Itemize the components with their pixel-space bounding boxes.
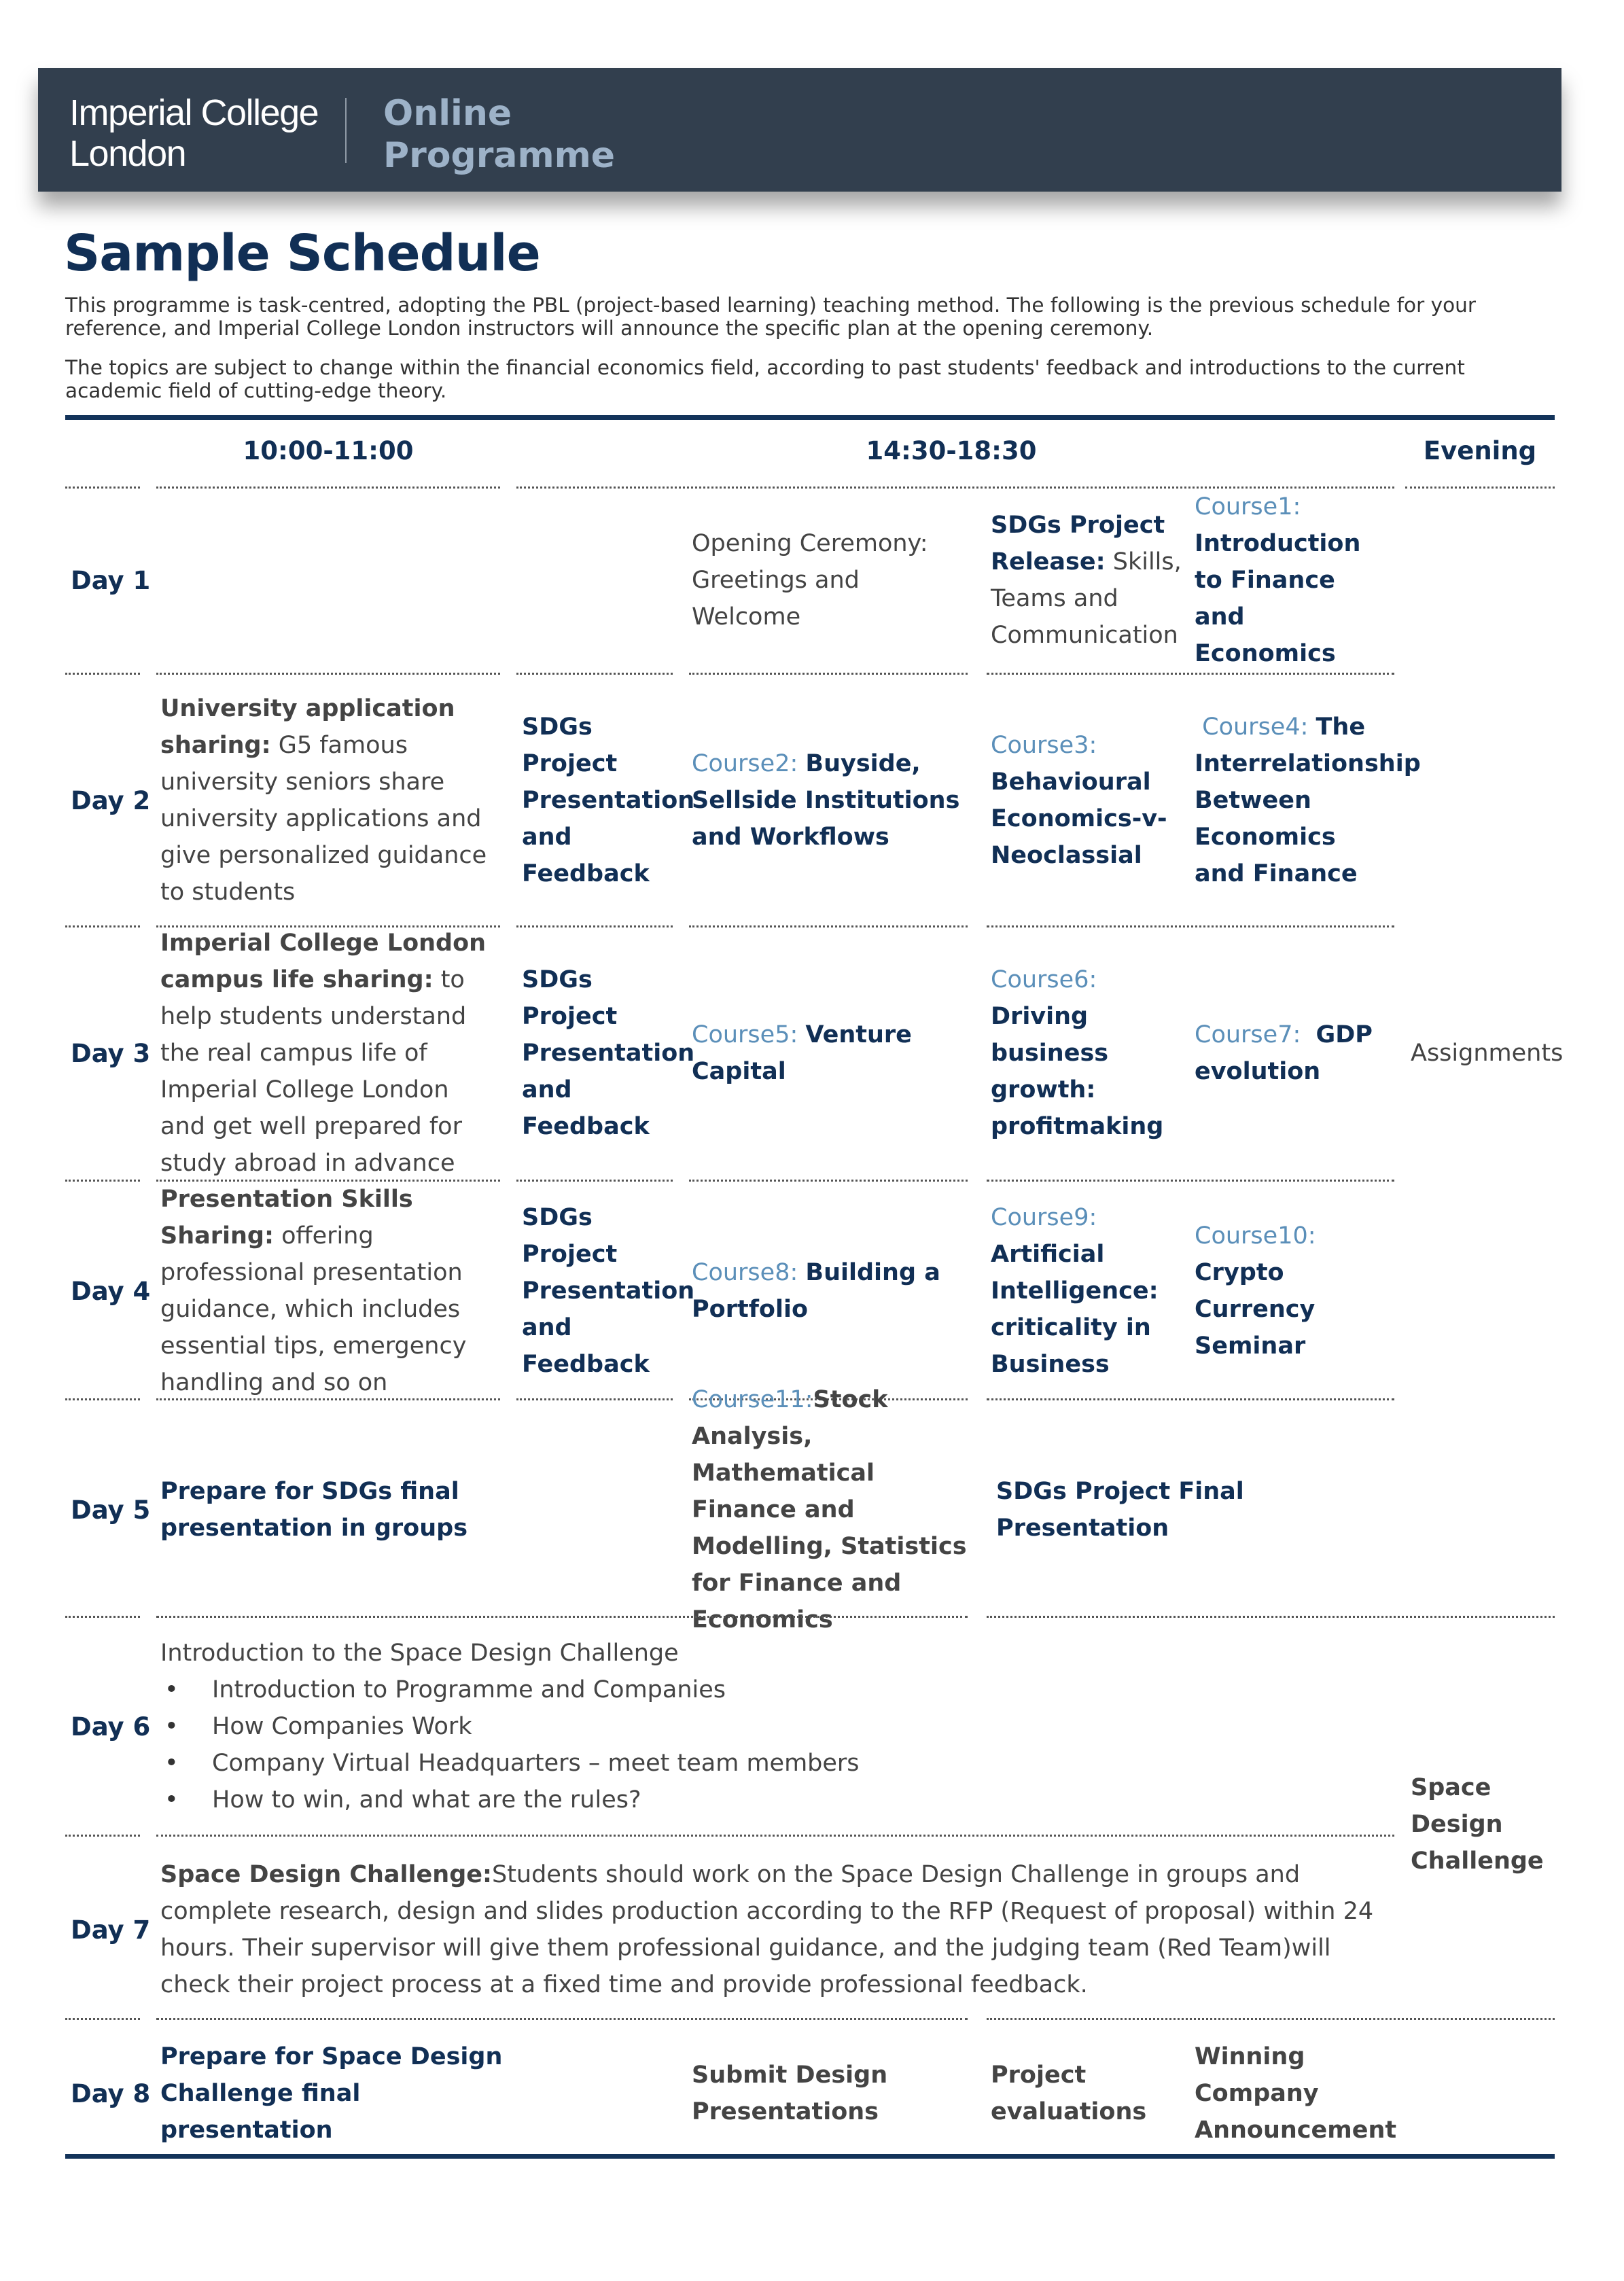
row-divider [987, 673, 1394, 675]
row-divider [156, 487, 500, 489]
row-divider [65, 673, 140, 675]
day-label: Day 4 [71, 1276, 151, 1306]
day-label: Day 7 [71, 1915, 151, 1945]
row-divider [987, 925, 1394, 927]
day2-course3: Course3: Behavioural Economics-v-Neoclassial [991, 732, 1167, 869]
day8-winning: Winning Company Announcement [1195, 2043, 1397, 2144]
day1-opening-ceremony: Opening Ceremony: Greetings and Welcome [692, 530, 928, 631]
row-divider [156, 673, 500, 675]
row-divider [65, 487, 140, 489]
day-label: Day 3 [71, 1038, 151, 1068]
release-text: Skills, Teams and Communication [991, 548, 1182, 649]
table-top-rule [65, 415, 1555, 420]
day7-space-design-challenge: Space Design Challenge:Students should work on the Space Design Challenge in groups and complete research, design and slides production according to the RFP (Request of proposal) within 24 hours. Their supervisor will give them professional guidance, and the judging team (Red Team)will check their project process at a fixed time and provide professional feedback. [160, 1861, 1374, 1998]
row-divider [987, 2018, 1555, 2020]
header-evening: Evening [1423, 436, 1537, 465]
row-divider [516, 1180, 673, 1182]
row-divider [65, 1835, 140, 1837]
day2-course4: Course4: The Interrelationship Between Economics and Finance [1195, 713, 1421, 887]
day8-submit: Submit Design Presentations [692, 2062, 888, 2125]
day8-morning: Prepare for Space Design Challenge final presentation [160, 2043, 503, 2144]
row-divider [516, 673, 673, 675]
row-divider [689, 1180, 968, 1182]
list-item: • Company Virtual Headquarters – meet team members [160, 1745, 1383, 1782]
day3-course6: Course6: Driving business growth: profitmaking [991, 966, 1164, 1140]
day6-intro: Introduction to the Space Design Challenge [160, 1640, 679, 1667]
row-divider [156, 1616, 968, 1618]
day1-course1 [1195, 493, 1393, 667]
day4-morning: Presentation Skills Sharing: offering professional presentation guidance, which includes essential tips, emergency handling and so on [160, 1186, 467, 1396]
row-divider [689, 673, 968, 675]
day2-morning: University application sharing: G5 famous university seniors share university applications and give personalized guidance to students [160, 695, 487, 906]
day5-final-presentation: SDGs Project Final Presentation [996, 1478, 1244, 1542]
day-label: Day 5 [71, 1495, 151, 1525]
release-title: SDGs Project Release: [991, 512, 1165, 576]
row-divider [987, 1616, 1555, 1618]
row-divider [156, 1398, 500, 1400]
day8-evaluations: Project evaluations [991, 2062, 1147, 2125]
list-item: • Introduction to Programme and Companies [160, 1672, 1383, 1708]
day3-course7: Course7: GDP evolution [1195, 1021, 1373, 1085]
day6-space-design-intro [160, 1624, 1383, 1829]
row-divider [156, 2018, 968, 2020]
day-label: Day 1 [71, 565, 151, 595]
intro-paragraph-2: The topics are subject to change within the financial economics field, according to past students' feedback and introductions to the current academic field of cutting-edge theory. [65, 356, 1465, 402]
list-item: • How Companies Work [160, 1708, 1383, 1745]
row-divider [65, 1616, 140, 1618]
imperial-logo: Imperial College London [69, 92, 319, 174]
row-divider [689, 925, 968, 927]
day5-morning: Prepare for SDGs final presentation in groups [160, 1478, 468, 1542]
day-label: Day 8 [71, 2079, 151, 2108]
row-divider [516, 925, 673, 927]
header-banner [38, 68, 1561, 192]
row-divider [987, 1398, 1394, 1400]
day2-course2: Course2: Buyside, Sellside Institutions and Workflows [692, 750, 960, 851]
day4-course9: Course9: Artificial Intelligence: criticality in Business [991, 1204, 1159, 1378]
day1-sdg-release [991, 496, 1188, 665]
row-divider [65, 2018, 140, 2020]
day4-course10: Course10: Crypto Currency Seminar [1195, 1222, 1316, 1360]
day-label: Day 6 [71, 1712, 151, 1741]
evening-space-design-challenge: Space Design Challenge [1411, 1774, 1544, 1875]
row-divider [516, 1398, 673, 1400]
page-title: Sample Schedule [64, 224, 540, 283]
table-bottom-rule [65, 2154, 1555, 2159]
header-morning: 10:00-11:00 [243, 436, 414, 465]
row-divider [65, 1398, 140, 1400]
evening-assignments: Assignments [1411, 1040, 1564, 1067]
course-code: Course1: [1195, 493, 1301, 520]
header-afternoon: 14:30-18:30 [866, 436, 1037, 465]
intro-paragraph-1: This programme is task-centred, adopting the PBL (project-based learning) teaching method. The following is the previous schedule for your reference, and Imperial College London instructors will announce the specific plan at the opening ceremony. [65, 294, 1476, 340]
programme-label: Online Programme [383, 93, 616, 176]
day4-sdg-presentation: SDGs Project Presentation and Feedback [522, 1204, 695, 1378]
day3-morning: Imperial College London campus life sharing: to help students understand the real campus life of Imperial College London and get well prepared for study abroad in advance [160, 930, 487, 1177]
day3-sdg-presentation: SDGs Project Presentation and Feedback [522, 966, 695, 1140]
logo-divider [345, 98, 347, 163]
day-label: Day 2 [71, 785, 151, 815]
row-divider [987, 1180, 1394, 1182]
list-item: • How to win, and what are the rules? [160, 1782, 1383, 1818]
row-divider [65, 1180, 140, 1182]
course-title: Introduction to Finance and Economics [1195, 530, 1361, 667]
day4-course8: Course8: Building a Portfolio [692, 1259, 940, 1323]
day3-course5: Course5: Venture Capital [692, 1021, 912, 1085]
row-divider [1405, 487, 1555, 489]
row-divider [65, 925, 140, 927]
day2-sdg-presentation: SDGs Project Presentation and Feedback [522, 713, 695, 887]
row-divider [156, 1835, 1394, 1837]
day6-bullets [160, 1672, 1383, 1818]
day5-course11: Course11:Stock Analysis, Mathematical Finance and Modelling, Statistics for Finance and Economics [692, 1386, 967, 1633]
